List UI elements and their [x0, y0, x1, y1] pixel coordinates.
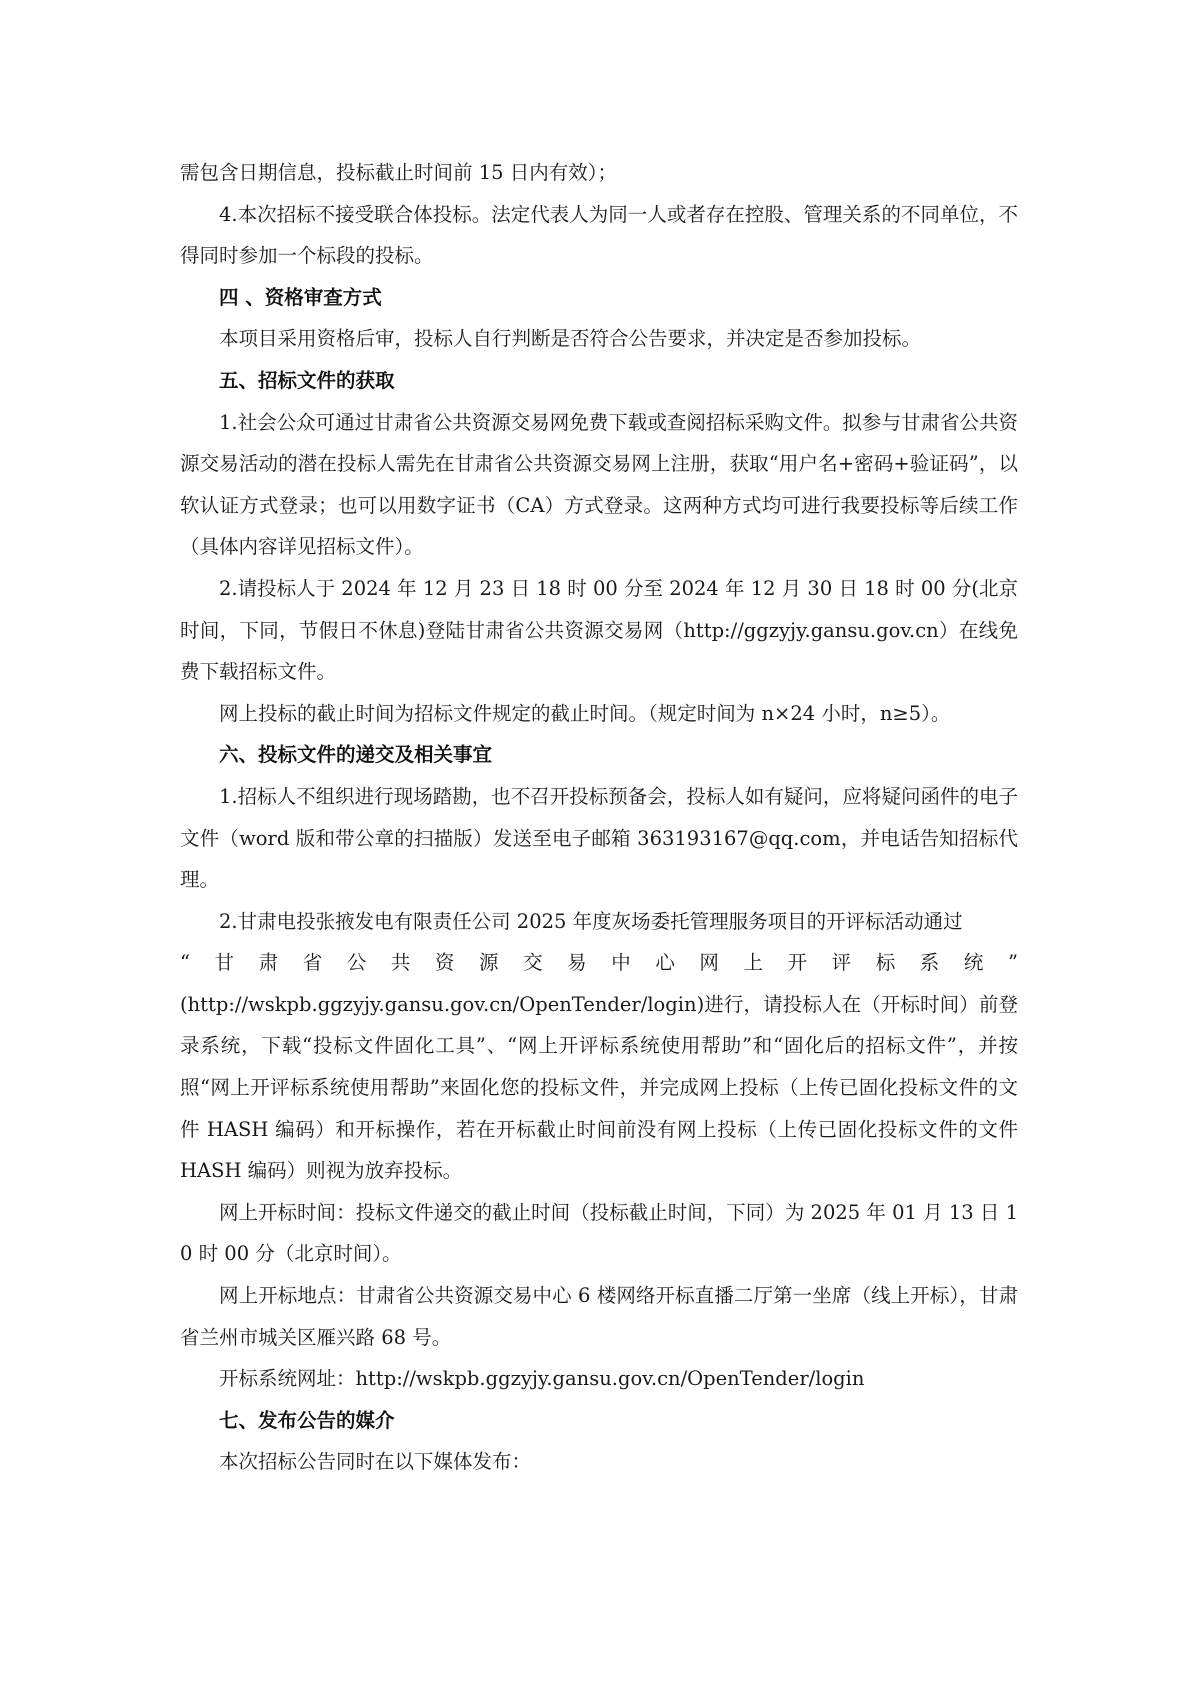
section-heading-obtain-documents: 五、招标文件的获取: [219, 368, 395, 392]
system-name-char: 心: [655, 951, 675, 975]
paragraph-bid-submission-2-system-name: [180, 942, 1018, 984]
system-name-char: “: [180, 951, 190, 975]
system-name-char: 上: [743, 951, 763, 975]
system-name-char: 肃: [258, 951, 279, 975]
system-name-char: 中: [611, 951, 631, 975]
paragraph-no-consortium: 4.本次招标不接受联合体投标。法定代表人为同一人或者存在控股、管理关系的不同单位，不得同时参加一个标段的投标。: [180, 202, 1018, 268]
paragraph-obtain-documents-2: 2.请投标人于 2024 年 12 月 23 日 18 时 00 分至 2024 年 12 月 30 日 18 时 00 分(北京时间，下同，节假日不休息)登陆甘肃省公共资源交易网（http://ggzyjy.gansu.gov.cn）在线免费下载招标文件。: [180, 576, 1018, 684]
paragraph-bid-submission-1: 1.招标人不组织进行现场踏勘，也不召开投标预备会，投标人如有疑问，应将疑问函件的电子文件（word 版和带公章的扫描版）发送至电子邮箱 363193167@qq.com，并电话告知招标代理。: [180, 784, 1018, 892]
system-name-char: 系: [919, 951, 940, 975]
document-body: [180, 152, 1018, 1483]
system-name-char: 统: [963, 951, 984, 975]
system-name-char: 开: [787, 951, 808, 975]
paragraph-qualification-review: 本项目采用资格后审，投标人自行判断是否符合公告要求，并决定是否参加投标。: [219, 327, 922, 351]
system-name-char: 资: [434, 951, 455, 975]
paragraph-opening-system-url: 开标系统网址：http://wskpb.ggzyjy.gansu.gov.cn/OpenTender/login: [219, 1367, 865, 1391]
system-name-char: 交: [523, 951, 543, 975]
paragraph-bid-submission-2-rest: (http://wskpb.ggzyjy.gansu.gov.cn/OpenTender/login)进行，请投标人在（开标时间）前登录系统，下载“投标文件固化工具”、“网上开评标系统使用帮助”和“固化后的招标文件”，并按照“网上开评标系统使用帮助”来固化您的投标文件，并完成网上投标（上传已固化投标文件的文件 HASH 编码）和开标操作，若在开标截止时间前没有网上投标（上传已固化投标文件的文件 HASH 编码）则视为放弃投标。: [180, 992, 1018, 1183]
paragraph-continuation: 需包含日期信息，投标截止时间前 15 日内有效）；: [180, 161, 617, 184]
section-heading-qualification-review: 四 、资格审查方式: [219, 285, 382, 309]
system-name-char: 共: [390, 951, 411, 975]
system-name-char: 标: [875, 951, 896, 975]
system-name-char: 甘: [214, 951, 235, 975]
paragraph-online-opening-time: 网上开标时间：投标文件递交的截止时间（投标截止时间，下同）为 2025 年 01 月 13 日 10 时 00 分（北京时间）。: [180, 1200, 1018, 1266]
system-name-char: 省: [302, 951, 323, 975]
paragraph-bid-submission-2-line1: 2.甘肃电投张掖发电有限责任公司 2025 年度灰场委托管理服务项目的开评标活动通过: [219, 909, 963, 933]
paragraph-online-opening-place: 网上开标地点：甘肃省公共资源交易中心 6 楼网络开标直播二厅第一坐席（线上开标），甘肃省兰州市城关区雁兴路 68 号。: [180, 1284, 1018, 1349]
system-name-char: 网: [699, 951, 719, 975]
paragraph-obtain-documents-1: 1.社会公众可通过甘肃省公共资源交易网免费下载或查阅招标采购文件。拟参与甘肃省公共资源交易活动的潜在投标人需先在甘肃省公共资源交易网上注册，获取“用户名+密码+验证码”，以软认证方式登录；也可以用数字证书（CA）方式登录。这两种方式均可进行我要投标等后续工作（具体内容详见招标文件）。: [180, 410, 1018, 559]
paragraph-media: 本次招标公告同时在以下媒体发布：: [219, 1450, 532, 1474]
section-heading-bid-submission: 六、投标文件的递交及相关事宜: [219, 743, 493, 767]
system-name-char: 评: [831, 951, 852, 975]
system-name-char: 公: [346, 951, 367, 975]
system-name-char: 易: [567, 951, 587, 975]
system-name-char: 源: [479, 951, 499, 975]
paragraph-online-deadline: 网上投标的截止时间为招标文件规定的截止时间。（规定时间为 n×24 小时，n≥5）。: [219, 701, 951, 725]
system-name-char: ”: [1007, 951, 1018, 975]
section-heading-media: 七、发布公告的媒介: [219, 1408, 395, 1432]
